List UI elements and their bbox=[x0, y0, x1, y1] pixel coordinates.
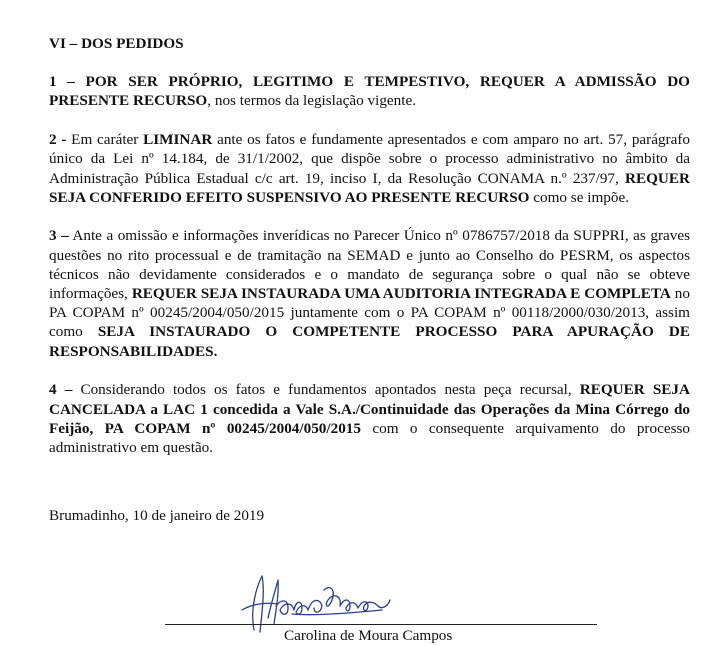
body-text: no PA COPAM nº 00245/2004/050/2015 juntamente com o PA COPAM nº 00118/2000/030/2013, assim como bbox=[49, 285, 690, 341]
body-text: Considerando todos os fatos e fundamentos apontados nesta peça recursal, bbox=[72, 381, 580, 399]
request-paragraph-4 bbox=[49, 380, 690, 457]
bold-text: REQUER SEJA CONFERIDO EFEITO SUSPENSIVO AO PRESENTE RECURSO bbox=[49, 169, 690, 206]
body-text: Ante a omissão e informações inverídicas no Parecer Único nº 0786757/2018 da SUPPRI, as graves questões no rito processual e de tramitação na SEMAD e junto ao Conselho do PESRM, os aspectos técnicos não devidamente considerados e o mandato de segurança sobre o qual não se obteve informações, bbox=[49, 227, 690, 303]
body-text: como se impõe. bbox=[529, 188, 630, 206]
section-heading: VI – DOS PEDIDOS bbox=[49, 35, 184, 52]
request-paragraph-3 bbox=[49, 226, 690, 360]
requests-list bbox=[49, 72, 690, 457]
body-text: com o consequente arquivamento do processo administrativo em questão. bbox=[49, 419, 690, 456]
request-paragraph-2 bbox=[49, 130, 690, 207]
body-text: Em caráter bbox=[66, 131, 144, 149]
bold-text: 4 – bbox=[49, 381, 73, 399]
bold-text: 1 – POR SER PRÓPRIO, LEGITIMO E TEMPESTIVO, REQUER A ADMISSÃO DO PRESENTE RECURSO bbox=[49, 73, 690, 110]
request-paragraph-1 bbox=[49, 72, 690, 110]
bold-text: 3 – bbox=[49, 227, 69, 245]
bold-text: SEJA INSTAURADO O COMPETENTE PROCESSO PARA APURAÇÃO DE RESPONSABILIDADES. bbox=[49, 323, 690, 360]
bold-text: REQUER SEJA INSTAURADA UMA AUDITORIA INTEGRADA E COMPLETA bbox=[131, 285, 671, 303]
body-text: , nos termos da legislação vigente. bbox=[207, 92, 417, 110]
signature-line bbox=[165, 624, 597, 625]
body-text: ante os fatos e fundamente apresentados e com amparo no art. 57, parágrafo único da Lei nº 14.184, de 31/1/2002, que dispõe sobre o processo administrativo no âmbito da Administração Pública Estadual c/c art. 19, inciso I, da Resolução CONAMA n.º 237/97, bbox=[49, 131, 691, 187]
bold-text: REQUER SEJA CANCELADA a LAC 1 concedida a Vale S.A./Continuidade das Operações da Mina Córrego do Feijão, PA COPAM nº 00245/2004/050/2015 bbox=[49, 381, 690, 437]
bold-text: 2 - bbox=[49, 131, 67, 149]
place-and-date: Brumadinho, 10 de janeiro de 2019 bbox=[49, 507, 265, 524]
signer-name: Carolina de Moura Campos bbox=[284, 627, 453, 644]
bold-text: LIMINAR bbox=[143, 131, 213, 149]
document-body bbox=[49, 34, 690, 477]
